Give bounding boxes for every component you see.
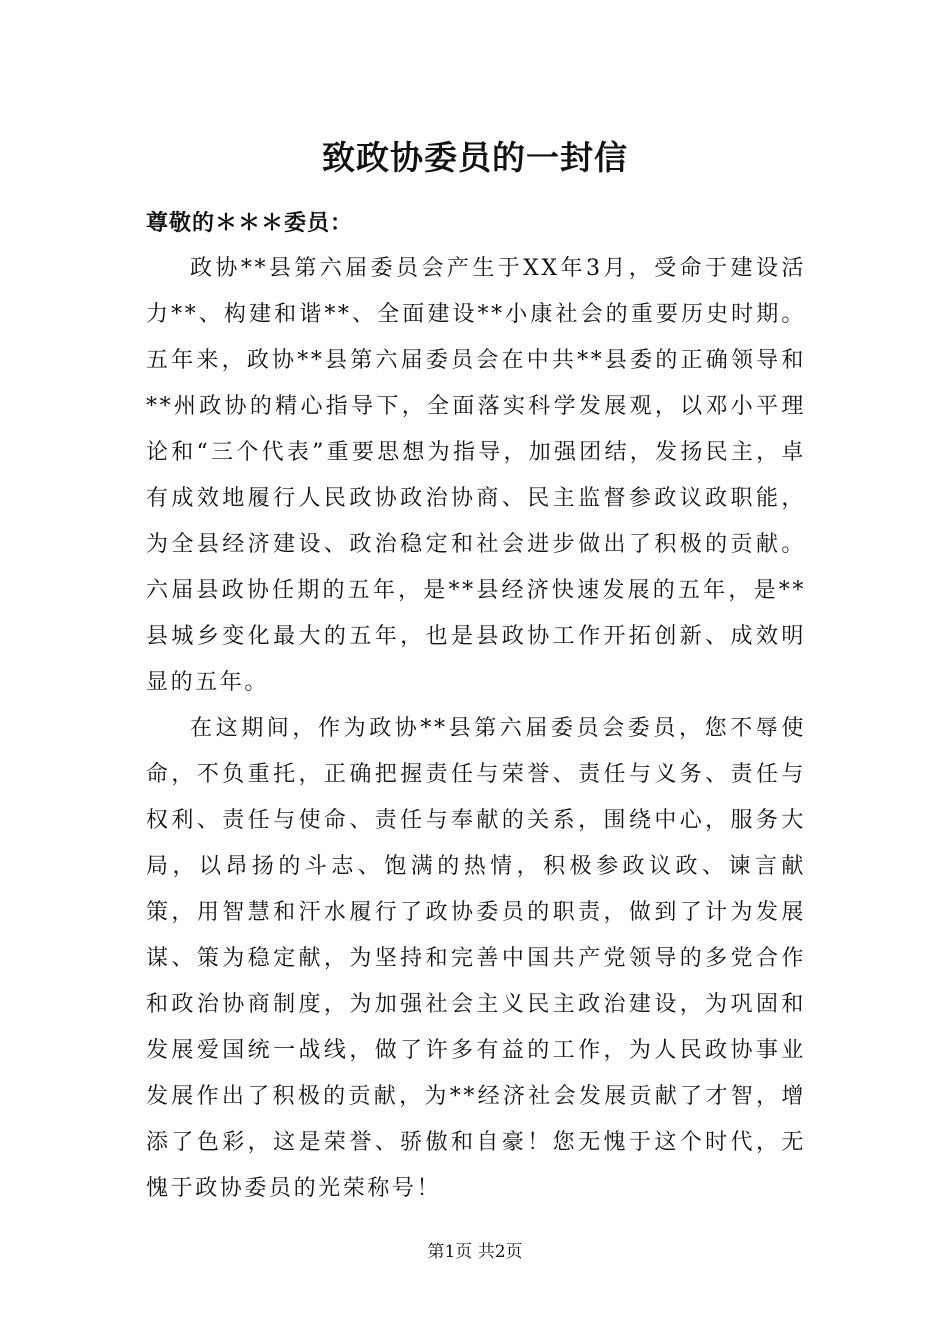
salutation: 尊敬的＊＊＊委员： [146, 210, 354, 236]
document-title: 致政协委员的一封信 [322, 138, 628, 177]
page-number-footer: 第1页 共2页 [427, 1242, 523, 1262]
paragraph-2: 在这期间，作为政协**县第六届委员会委员，您不辱使命，不负重托，正确把握责任与荣誉、责任与义务、责任与权利、责任与使命、责任与奉献的关系，围绕中心，服务大局，以昂扬的斗志、饱满的热情，积极参政议政、谏言献策，用智慧和汗水履行了政协委员的职责，做到了计为发展谋、策为稳定献，为坚持和完善中国共产党领导的多党合作和政治协商制度，为加强社会主义民主政治建设，为巩固和发展爱国统一战线，做了许多有益的工作，为人民政协事业发展作出了积极的贡献，为**经济社会发展贡献了才智，增添了色彩，这是荣誉、骄傲和自豪！您无愧于这个时代，无愧于政协委员的光荣称号！ [146, 716, 806, 1201]
letter-body [146, 246, 806, 1212]
paragraph-1: 政协**县第六届委员会产生于XX年3月，受命于建设活力**、构建和谐**、全面建设**小康社会的重要历史时期。五年来，政协**县第六届委员会在中共**县委的正确领导和**州政协的精心指导下，全面落实科学发展观，以邓小平理论和“三个代表”重要思想为指导，加强团结，发扬民主，卓有成效地履行人民政协政治协商、民主监督参政议政职能，为全县经济建设、政治稳定和社会进步做出了积极的贡献。六届县政协任期的五年，是**县经济快速发展的五年，是**县城乡变化最大的五年，也是县政协工作开拓创新、成效明显的五年。 [146, 256, 806, 695]
